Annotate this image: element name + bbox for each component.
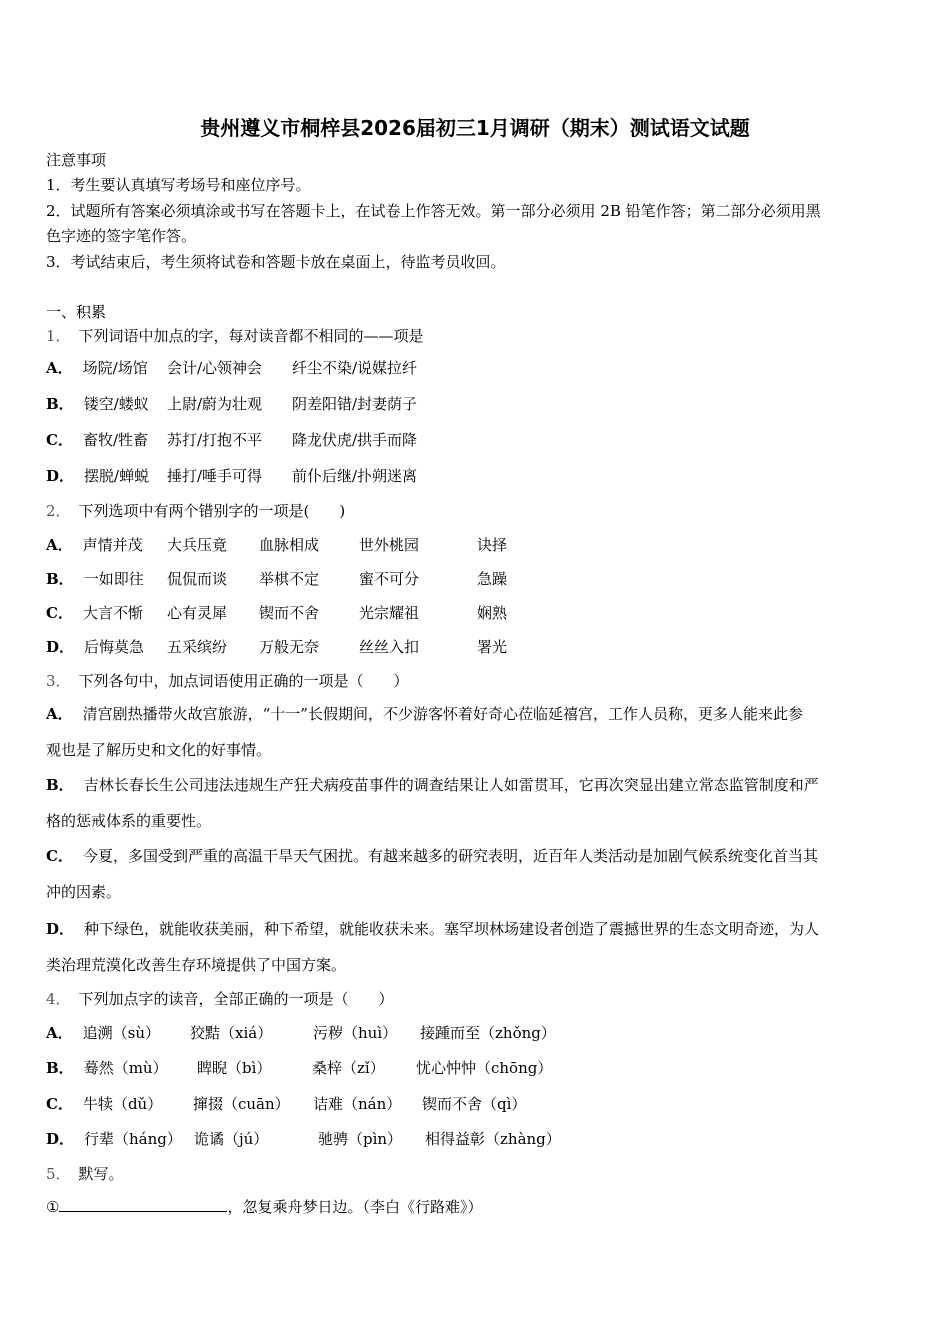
- option-part: 苏打/打抱不平: [167, 431, 263, 449]
- option-label: B．: [46, 776, 74, 794]
- question-text: 下列加点字的读音，全部正确的一项是（ ）: [78, 990, 394, 1008]
- option-part: 接踵而至（zhǒng）: [420, 1024, 556, 1042]
- option-label: C．: [46, 604, 73, 622]
- q4-option-c[interactable]: [46, 1094, 162, 1114]
- option-part: 诡谲（jú）: [194, 1130, 269, 1148]
- q3-option-d[interactable]: [46, 911, 904, 983]
- option-part: 睥睨（bì）: [197, 1059, 272, 1077]
- q4-option-b[interactable]: [46, 1058, 168, 1078]
- option-label: D．: [46, 467, 75, 485]
- option-part: 大兵压竟: [167, 536, 228, 554]
- option-text-continued: 类治理荒漠化改善生存环境提供了中国方案。: [46, 956, 347, 974]
- question-text: 默写。: [78, 1165, 124, 1183]
- option-text-continued: 冲的因素。: [46, 883, 122, 901]
- q1-option-d[interactable]: [46, 466, 149, 486]
- option-part: 上尉/蔚为壮观: [167, 395, 263, 413]
- option-part: 急躁: [477, 570, 508, 588]
- option-part: 蜜不可分: [359, 570, 420, 588]
- option-label: A．: [46, 536, 73, 554]
- q3-option-b[interactable]: [46, 767, 904, 839]
- question-3-stem: [46, 671, 409, 691]
- notice-heading: 注意事项: [46, 151, 107, 169]
- answer-blank[interactable]: [59, 1197, 227, 1212]
- notice-item: 1．考生要认真填写考场号和座位序号。: [46, 176, 311, 194]
- option-part: 畜牧/牲畜: [82, 431, 149, 449]
- option-text-continued: 格的惩戒体系的重要性。: [46, 812, 212, 830]
- option-part: 前仆后继/扑朔迷离: [292, 467, 418, 485]
- option-label: C．: [46, 1095, 73, 1113]
- question-text: 下列选项中有两个错别字的一项是( ): [78, 502, 346, 520]
- q1-option-b[interactable]: [46, 394, 149, 414]
- option-label: A．: [46, 705, 73, 723]
- question-number: 3．: [46, 672, 71, 690]
- question-text: 下列各句中，加点词语使用正确的一项是（ ）: [78, 672, 409, 690]
- option-part: 驰骋（pìn）: [318, 1130, 403, 1148]
- notice-item: 3．考试结束后，考生须将试卷和答题卡放在桌面上，待监考员收回。: [46, 253, 506, 271]
- option-part: 万般无奈: [259, 638, 320, 656]
- q2-option-b[interactable]: [46, 569, 144, 589]
- option-part: 光宗耀祖: [359, 604, 420, 622]
- option-part: 阴差阳错/封妻荫子: [292, 395, 418, 413]
- q5-item-1: [46, 1197, 482, 1217]
- option-part: 蓦然（mù）: [83, 1059, 168, 1077]
- notice-item: 色字迹的签字笔作答。: [46, 227, 197, 245]
- option-part: 娴熟: [477, 604, 508, 622]
- option-label: D．: [46, 638, 75, 656]
- option-part: 举棋不定: [259, 570, 320, 588]
- option-part: 撺掇（cuān）: [193, 1095, 290, 1113]
- option-label: B．: [46, 395, 74, 413]
- question-number: 4．: [46, 990, 71, 1008]
- option-part: 镂空/蝼蚁: [83, 395, 149, 413]
- option-part: 狡黠（xiá）: [190, 1024, 273, 1042]
- q2-option-d[interactable]: [46, 637, 144, 657]
- option-part: 污秽（huì）: [313, 1024, 398, 1042]
- option-part: 牛犊（dǔ）: [82, 1095, 163, 1113]
- option-part: 纤尘不染/说媒拉纤: [292, 359, 418, 377]
- question-2-stem: [46, 501, 345, 521]
- option-part: 大言不惭: [82, 604, 143, 622]
- option-part: 行辈（háng）: [84, 1130, 182, 1148]
- option-label: A．: [46, 1024, 73, 1042]
- option-text: 清宫剧热播带火故宫旅游，“十一”长假期间，不少游客怀着好奇心莅临延禧宫，工作人员称，更多人能来此参: [82, 705, 803, 723]
- option-part: 世外桃园: [359, 536, 420, 554]
- option-part: 锲而不舍（qì）: [422, 1095, 527, 1113]
- option-part: 摆脱/蝉蜕: [84, 467, 150, 485]
- option-text: 吉林长春长生公司违法违规生产狂犬病疫苗事件的调查结果让人如雷贯耳，它再次突显出建立常态监管制度和严: [83, 776, 819, 794]
- option-label: B．: [46, 1059, 74, 1077]
- option-part: 诀择: [477, 536, 508, 554]
- option-label: B．: [46, 570, 74, 588]
- notice-item: 2．试题所有答案必须填涂或书写在答题卡上，在试卷上作答无效。第一部分必须用 2B 铅笔作答；第二部分必须用黑: [46, 202, 821, 220]
- option-part: 后悔莫急: [84, 638, 145, 656]
- option-part: 降龙伏虎/拱手而降: [292, 431, 418, 449]
- option-part: 一如即往: [83, 570, 144, 588]
- option-part: 心有灵犀: [167, 604, 228, 622]
- option-part: 署光: [477, 638, 508, 656]
- option-part: 声情并茂: [82, 536, 143, 554]
- item-text: ，忽复乘舟梦日边。（李白《行路难》）: [227, 1198, 483, 1216]
- option-label: A．: [46, 359, 73, 377]
- option-part: 相得益彰（zhàng）: [425, 1130, 561, 1148]
- question-number: 5．: [46, 1165, 71, 1183]
- option-text: 今夏，多国受到严重的高温干旱天气困扰。有越来越多的研究表明，近百年人类活动是加剧气候系统变化首当其: [82, 847, 818, 865]
- q3-option-a[interactable]: [46, 696, 904, 768]
- question-5-stem: [46, 1164, 124, 1184]
- option-text-continued: 观也是了解历史和文化的好事情。: [46, 741, 272, 759]
- option-part: 锲而不舍: [259, 604, 320, 622]
- q1-option-a[interactable]: [46, 358, 148, 378]
- option-part: 桑梓（zǐ）: [312, 1059, 385, 1077]
- q1-option-c[interactable]: [46, 430, 148, 450]
- q4-option-d[interactable]: [46, 1129, 182, 1149]
- question-1-stem: [46, 326, 424, 346]
- option-label: C．: [46, 847, 73, 865]
- option-part: 会计/心领神会: [167, 359, 263, 377]
- q3-option-c[interactable]: [46, 838, 904, 910]
- option-part: 追溯（sù）: [82, 1024, 160, 1042]
- option-part: 血脉相成: [259, 536, 320, 554]
- question-text: 下列词语中加点的字，每对读音都不相同的——项是: [78, 327, 424, 345]
- option-part: 五采缤纷: [167, 638, 228, 656]
- option-part: 捶打/唾手可得: [167, 467, 263, 485]
- option-part: 诘难（nán）: [313, 1095, 402, 1113]
- option-text: 种下绿色，就能收获美丽，种下希望，就能收获未来。塞罕坝林场建设者创造了震撼世界的生态文明奇迹，为人: [84, 920, 820, 938]
- item-marker: ①: [46, 1198, 60, 1216]
- question-number: 2．: [46, 502, 71, 520]
- question-number: 1．: [46, 327, 71, 345]
- q2-option-a[interactable]: [46, 535, 143, 555]
- option-part: 丝丝入扣: [359, 638, 420, 656]
- option-label: D．: [46, 1130, 75, 1148]
- option-part: 侃侃而谈: [167, 570, 228, 588]
- q4-option-a[interactable]: [46, 1023, 160, 1043]
- question-4-stem: [46, 989, 394, 1009]
- page-title: 贵州遵义市桐梓县2026届初三1月调研（期末）测试语文试题: [200, 116, 750, 140]
- option-label: D．: [46, 920, 75, 938]
- option-part: 忧心忡忡（chōng）: [416, 1059, 553, 1077]
- option-label: C．: [46, 431, 73, 449]
- option-part: 场院/场馆: [82, 359, 148, 377]
- section-heading: 一、积累: [46, 303, 107, 321]
- q2-option-c[interactable]: [46, 603, 143, 623]
